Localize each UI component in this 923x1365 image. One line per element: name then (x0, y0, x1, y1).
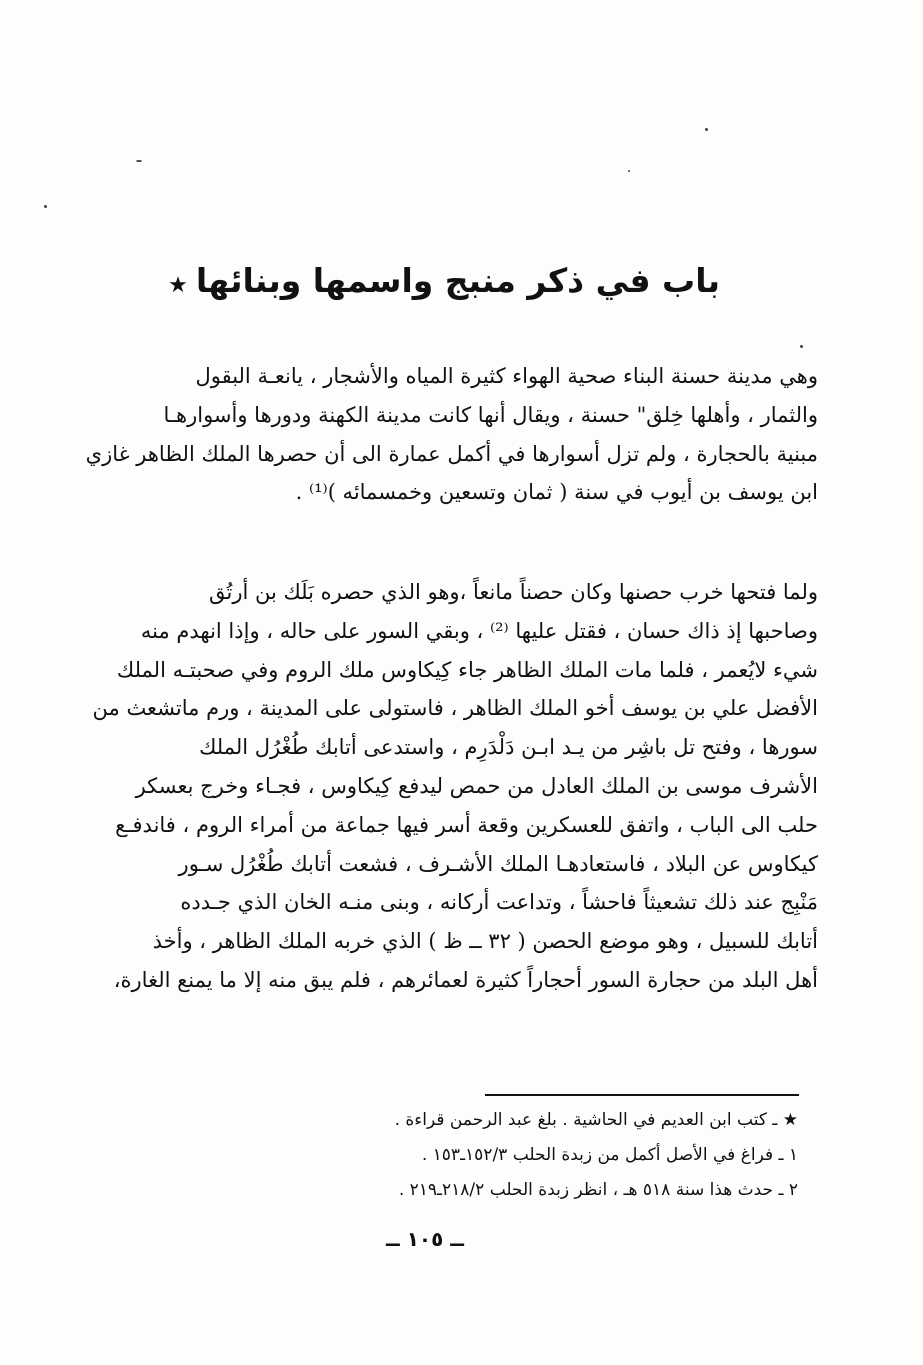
text-line: وهي مدينة حسنة البناء صحية الهواء كثيرة المياه والأشجار ، يانعـة البقول (195, 364, 818, 388)
paragraph-1 (70, 357, 818, 512)
text-line: وصاحبها إذ ذاك حسان ، فقتل عليها ⁽²⁾ ، وبقي السور على حاله ، وإذا انهدم منه (140, 618, 818, 643)
chapter-title-text: باب في ذكر منبج واسمها وبنائها (195, 261, 720, 300)
footnote-item: ٢ ـ حدث هذا سنة ٥١٨ هـ ، انظر زبدة الحلب ٢١٨/٢ـ٢١٩ . (398, 1180, 798, 1200)
scan-speck (800, 345, 803, 348)
text-line: والثمار ، وأهلها خِلق" حسنة ، ويقال أنها كانت مدينة الكهنة ودورها وأسوارهـا (163, 402, 818, 427)
text-line: أهل البلد من حجارة السور أحجاراً كثيرة لعمائرهم ، فلم يبق منه إلا ما يمنع الغارة، (113, 967, 818, 992)
footnote-divider (485, 1094, 799, 1096)
footnote-item: ★ ـ كتب ابن العديم في الحاشية . بلغ عبد الرحمن قراءة . (394, 1110, 798, 1130)
scan-speck (628, 170, 630, 172)
scan-speck (705, 128, 708, 131)
text-line: الأشرف موسى بن الملك العادل من حمص ليدفع كِيكاوس ، فجـاء وخرج بعسكر (135, 773, 818, 798)
footnote-item: ١ ـ فراغ في الأصل أكمل من زبدة الحلب ١٥٢/٣ـ١٥٣ . (421, 1145, 798, 1165)
text-line: مَنْبِج عند ذلك تشعيثاً فاحشاً ، وتداعت أركانه ، وبنى منـه الخان الذي جـدده (180, 890, 818, 915)
paragraph-2 (70, 573, 818, 1000)
text-line: شيء لايُعمر ، فلما مات الملك الظاهر جاء كِيكاوس ملك الروم وفي صحبتـه الملك (116, 657, 818, 682)
text-line: مبنية بالحجارة ، ولم تزل أسوارها في أكمل عمارة الى أن حصرها الملك الظاهر غازي (85, 441, 818, 466)
text-line: سورها ، وفتح تل باشِر من يـد ابـن دَلْدَرِم ، واستدعى أتابك طُغْرُل الملك (199, 735, 818, 760)
text-line: حلب الى الباب ، واتفق للعسكرين وقعة أسر فيها جماعة من أمراء الروم ، فاندفـع (115, 812, 818, 837)
scan-speck (44, 205, 47, 208)
footnote-star-marker: ★ (168, 273, 188, 298)
text-line: ولما فتحها خرب حصنها وكان حصناً مانعاً ،وهو الذي حصره بَلَك بن أرتُق (208, 580, 818, 604)
text-line: ابن يوسف بن أيوب في سنة ( ثمان وتسعين وخمسمائه )⁽¹⁾ . (295, 480, 818, 505)
text-line: كيكاوس عن البلاد ، فاستعادهـا الملك الأشـرف ، فشعت أتابك طُغْرُل سـور (178, 851, 818, 876)
page-number: ــ ١٠٥ ــ (386, 1227, 464, 1251)
chapter-title (168, 255, 720, 312)
text-line: أتابك للسبيل ، وهو موضع الحصن ( ٣٢ ــ ظ ) الذي خربه الملك الظاهر ، وأخذ (152, 929, 818, 954)
text-line: الأفضل علي بن يوسف أخو الملك الظاهر ، فاستولى على المدينة ، ورم ماتشعث من (92, 696, 818, 721)
footnotes (150, 1103, 798, 1208)
scan-speck (136, 160, 142, 162)
